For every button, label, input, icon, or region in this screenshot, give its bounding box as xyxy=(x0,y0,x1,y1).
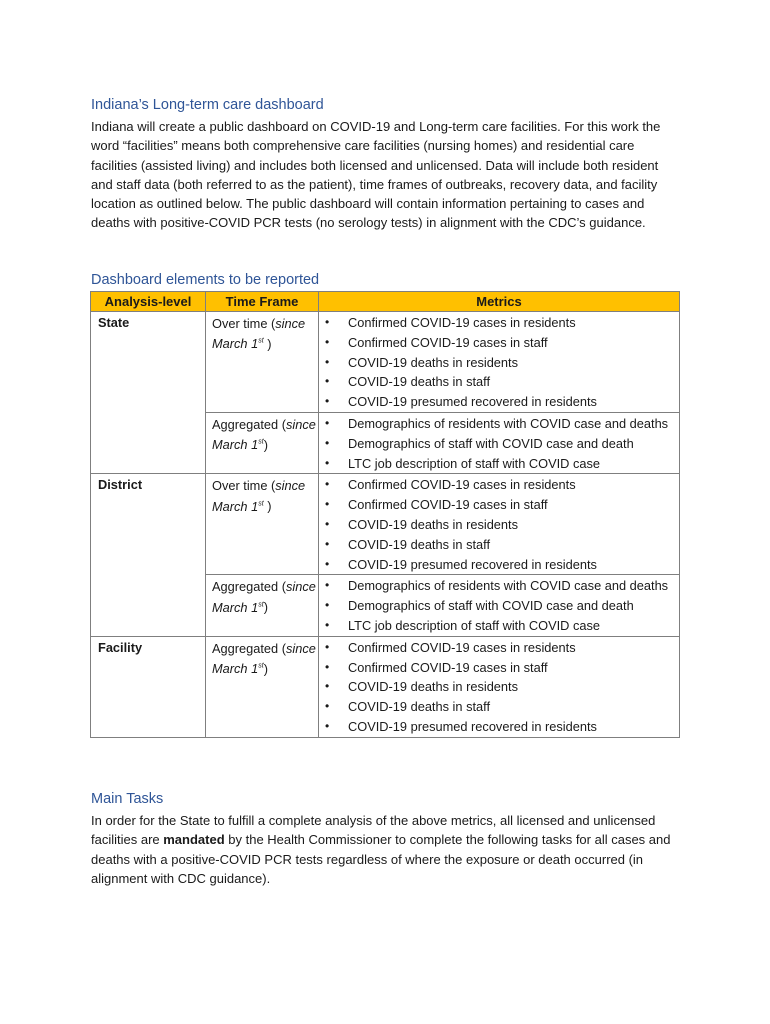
metrics-list xyxy=(319,414,679,473)
metric-list-item: • Confirmed COVID-19 cases in residents xyxy=(319,475,679,495)
metric-list-item: • Confirmed COVID-19 cases in staff xyxy=(319,495,679,515)
main-tasks-paragraph xyxy=(91,811,681,888)
metric-list-item: • Demographics of residents with COVID case and deaths xyxy=(319,576,679,596)
metrics-cell xyxy=(319,575,680,636)
metric-list-item: • Demographics of residents with COVID case and deaths xyxy=(319,414,679,434)
metrics-cell xyxy=(319,636,680,737)
metric-list-item: • Confirmed COVID-19 cases in residents xyxy=(319,638,679,658)
time-frame-cell xyxy=(206,312,319,413)
metrics-list xyxy=(319,576,679,635)
metric-list-item: • COVID-19 deaths in residents xyxy=(319,353,679,373)
metric-list-item: • COVID-19 deaths in residents xyxy=(319,515,679,535)
table-header-row xyxy=(91,292,680,312)
metric-list-item: • COVID-19 deaths in staff xyxy=(319,697,679,717)
time-frame-label: Over time (since March 1st ) xyxy=(212,316,306,352)
intro-paragraph: Indiana will create a public dashboard on COVID-19 and Long-term care facilities. For this work the word “facilities” means both comprehensive care facilities (nursing homes) and residential care facilities (assisted living) and includes both licensed and unlicensed. Data will include both resident and staff data (both referred to as the patient), time frames of outbreaks, recovery data, and facility location as outlined below. The public dashboard will contain information pertaining to cases and deaths with positive-COVID PCR tests (no serology tests) in alignment with the CDC’s guidance. xyxy=(91,119,661,231)
metric-list-item: • Demographics of staff with COVID case and death xyxy=(319,596,679,616)
analysis-level-cell: State xyxy=(91,312,206,474)
metric-list-item: • Confirmed COVID-19 cases in staff xyxy=(319,658,679,678)
metric-list-item: • COVID-19 presumed recovered in residents xyxy=(319,555,679,575)
metric-list-item: • LTC job description of staff with COVID case xyxy=(319,616,679,636)
main-tasks-text-1: In order for the State to fulfill a complete analysis of the above metrics, all licensed and unlicensed facilities are xyxy=(91,813,656,848)
metric-list-item: • Confirmed COVID-19 cases in residents xyxy=(319,313,679,333)
time-frame-cell xyxy=(206,575,319,636)
time-frame-label: Aggregated (since March 1st) xyxy=(212,640,316,677)
header-metrics: Metrics xyxy=(319,292,680,312)
time-frame-cell xyxy=(206,412,319,473)
metric-list-item: • COVID-19 presumed recovered in residents xyxy=(319,392,679,412)
dashboard-elements-table xyxy=(90,291,680,738)
table-row xyxy=(91,312,680,413)
main-tasks-bold-mandated: mandated xyxy=(163,832,225,848)
metric-list-item: • COVID-19 presumed recovered in residents xyxy=(319,717,679,737)
table-row xyxy=(91,474,680,575)
time-frame-label: Aggregated (since March 1st) xyxy=(212,579,316,615)
section-heading-main-tasks: Main Tasks xyxy=(91,791,164,807)
analysis-level-cell: Facility xyxy=(91,636,206,737)
table-body xyxy=(91,312,680,738)
metrics-list xyxy=(319,313,679,412)
metric-list-item: • Confirmed COVID-19 cases in staff xyxy=(319,333,679,353)
metric-list-item: • COVID-19 deaths in staff xyxy=(319,535,679,555)
metric-list-item: • Demographics of staff with COVID case and death xyxy=(319,434,679,454)
time-frame-label: Aggregated (since March 1st) xyxy=(212,416,316,453)
metrics-cell xyxy=(319,474,680,575)
analysis-level-cell: District xyxy=(91,474,206,636)
time-frame-label: Over time (since March 1st ) xyxy=(212,478,306,514)
main-tasks-text-2: by the Health Commissioner to complete the following tasks for all cases and deaths with a positive-COVID PCR tests regardless of where the exposure or death occurred (in alignment with CDC guidance). xyxy=(91,832,671,886)
header-time-frame: Time Frame xyxy=(206,292,319,312)
metric-list-item: • COVID-19 deaths in residents xyxy=(319,677,679,697)
time-frame-cell xyxy=(206,474,319,575)
metrics-cell xyxy=(319,412,680,473)
table-row xyxy=(91,636,680,737)
metrics-list xyxy=(319,475,679,574)
metric-list-item: • LTC job description of staff with COVID case xyxy=(319,454,679,474)
time-frame-cell xyxy=(206,636,319,737)
section-heading-elements: Dashboard elements to be reported xyxy=(91,272,320,288)
metrics-list xyxy=(319,638,679,737)
header-analysis-level: Analysis-level xyxy=(91,292,206,312)
section-heading-dashboard: Indiana’s Long-term care dashboard xyxy=(91,97,324,113)
metric-list-item: • COVID-19 deaths in staff xyxy=(319,372,679,392)
metrics-cell xyxy=(319,312,680,413)
